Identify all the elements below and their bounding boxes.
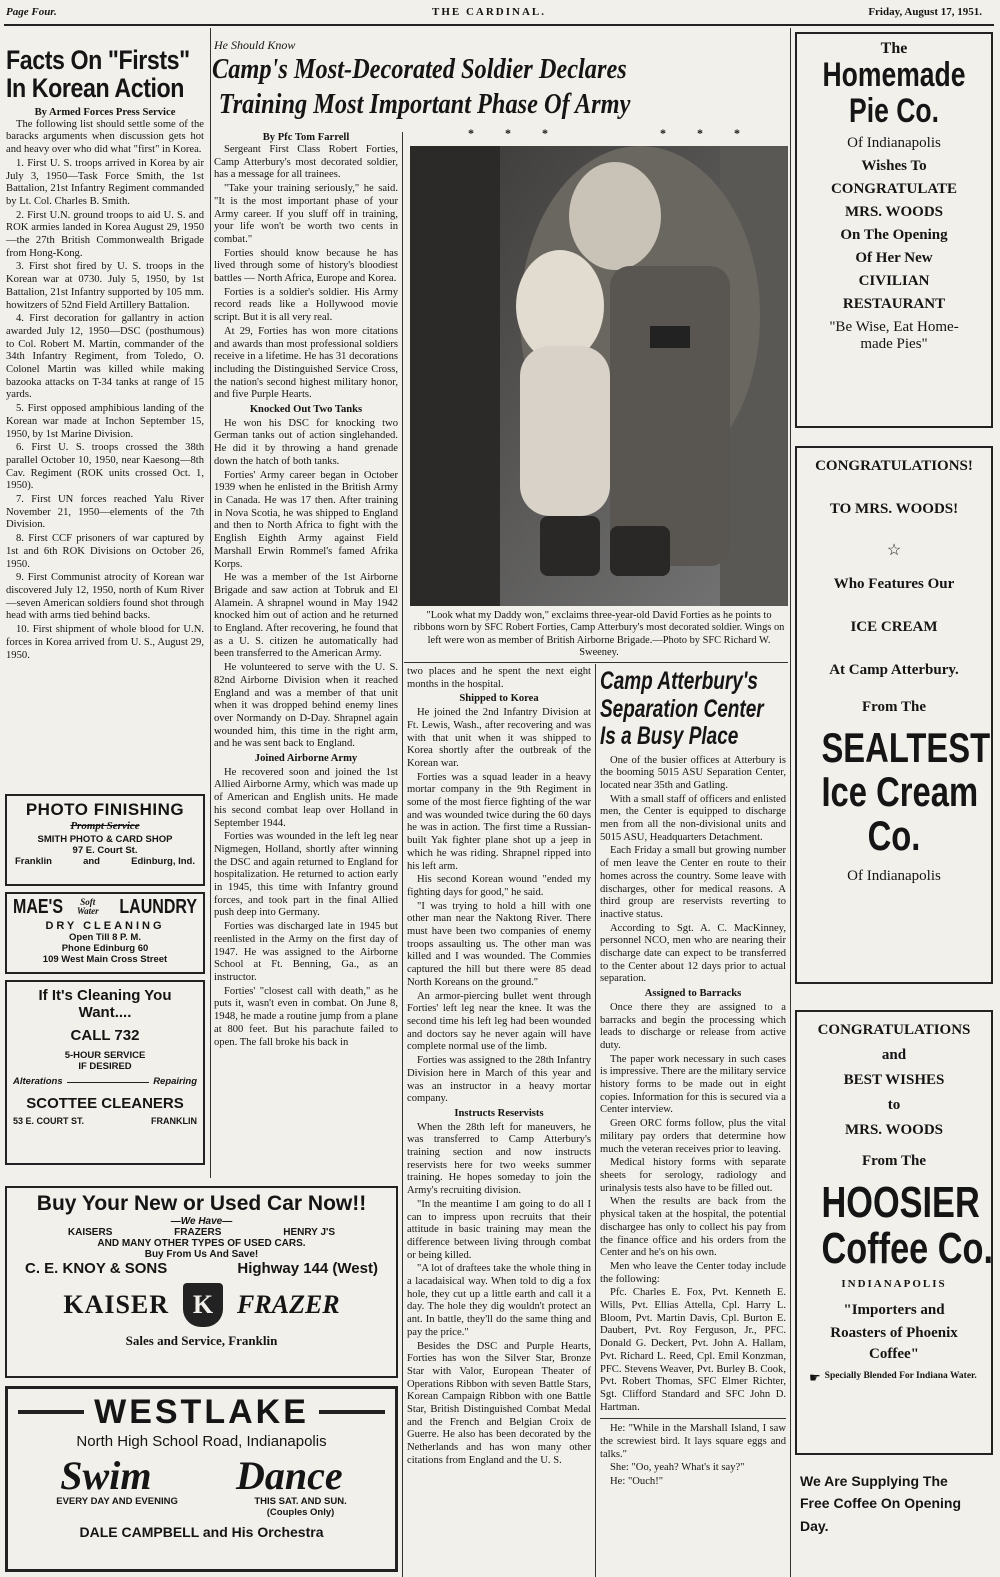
- cleaners-ad: [5, 980, 205, 1165]
- photo-ad-service: Prompt Service: [70, 820, 140, 832]
- pie-ad-l12: "Be Wise, Eat Home-: [829, 319, 959, 336]
- cleaners-ad-line4: 5-HOUR SERVICE: [64, 1050, 146, 1061]
- article-paragraph: He was a member of the 1st Airborne Brigade and saw action at Tobruk and El Alamein. A shrapnel wound in May 1942 knocked him out of action and he returned to England. After recovering, he found that as a U. S. citizen he automatically had been transferred to the American Army.: [214, 572, 398, 660]
- article-paragraph: Forties was assigned to the 28th Infantry Division here in March of this year and was an instructor in a heavy mortar company.: [407, 1055, 591, 1105]
- car-ad-sales: Sales and Service, Franklin: [125, 1333, 278, 1348]
- page-number: Page Four.: [6, 6, 57, 18]
- article-paragraph: At 29, Forties has won more citations and awards than most professional soldiers receive in a lifetime. He has 31 decorations including the Distinguished Service Cross, the nation's second highest military honor, and five Purple Hearts.: [214, 325, 398, 401]
- photo-finishing-ad: [5, 794, 205, 886]
- article-paragraph: Forties was discharged late in 1945 but reenlisted in the Army on the first day of 1947. He was assigned to the Airborne School at Ft. Benning, Ga., as an instructor.: [214, 921, 398, 983]
- joke: [600, 1423, 786, 1489]
- sealtest-ad-l9: Co.: [867, 812, 921, 860]
- car-ad-wehave: —We Have—: [170, 1216, 233, 1227]
- fact-item: 7. First UN forces reached Yalu River November 21, 1950—elements of the 7th Division.: [6, 494, 204, 531]
- sealtest-ad-l6: From The: [861, 699, 927, 715]
- article-paragraph: He volunteered to serve with the U. S. 82nd Airborne Division when it reached England and was a member of that unit when it was dropped behind enemy lines over Normandy on D-Day. Shrapnel again wounded him, this time in the right arm, and he was sent back to England.: [214, 662, 398, 750]
- cleaners-ad-address: 53 E. COURT ST. FRANKLIN: [13, 1116, 197, 1126]
- photo-ad-shop: SMITH PHOTO & CARD SHOP: [37, 834, 173, 845]
- joke-line-2: She: "Oo, yeah? What's it say?": [610, 1462, 745, 1474]
- article-paragraph: "In the meantime I am going to do all I can to impress upon recruits that their attitude in basic training may mean the difference between living through combat or being killed.: [407, 1198, 591, 1261]
- hoosier-ad-l9: INDIANAPOLIS: [841, 1278, 947, 1291]
- pie-ad-l5: Wishes To: [861, 158, 927, 175]
- fact-item: 6. First U. S. troops crossed the 38th parallel October 10, 1950, near Kaesong—8th Cav. Regiment (ROK units crossed Oct. 1, 1950).: [6, 442, 204, 492]
- facts-article: [6, 46, 204, 663]
- pie-ad-l9: Of Her New: [855, 250, 933, 267]
- main-headline: Camp's Most-Decorated Soldier Declares Training Most Important Phase Of Army: [212, 53, 631, 120]
- article-subhead: Joined Airborne Army: [254, 753, 358, 765]
- sealtest-ad-l1: CONGRATULATIONS!: [815, 458, 973, 474]
- pie-ad-l2: Homemade: [822, 56, 966, 94]
- separation-headline: Camp Atterbury's Separation Center Is a Busy Place: [600, 667, 764, 750]
- article-paragraph: He recovered soon and joined the 1st Allied Airborne Army, which was made up of American and English units. He made his second combat leap over Holland in September 1944.: [214, 766, 398, 829]
- article-paragraph: Besides the DSC and Purple Hearts, Forties has won the Silver Star, Bronze Star with Valor, European Theater of Operations Ribbon with seven Battle Stars, Korean Campaign Ribbon with one Battle Star, British Distinguished Combat Medal and the French and Belgian Croix de Guerre. He also has been decorated by the Netherlands and has won many other citations from England and the U. S.: [407, 1340, 591, 1466]
- soldier-and-son-photo-image: [410, 146, 788, 606]
- article-paragraph: When the 28th left for maneuvers, he was transferred to Camp Atterbury's training section and now instructs reservists here for two weeks summer training. He hopes someday to join the Army's recruiting division.: [407, 1121, 591, 1197]
- article-paragraph: Medical history forms with separate sheets for serology, radiology and urinalysis tests also have to be filled out.: [600, 1157, 786, 1194]
- cleaners-ad-line5: IF DESIRED: [78, 1061, 132, 1072]
- fact-item: 2. First U.N. ground troops to aid U. S. and ROK armies landed in Korea August 29, 1950—the 27th British Commonwealth Brigade from Hong-Kong.: [6, 209, 204, 259]
- article-subhead: Shipped to Korea: [459, 693, 539, 705]
- hoosier-ad-l3: BEST WISHES: [843, 1072, 945, 1088]
- article-paragraph: An armor-piercing bullet went through Forties' left leg near the knee. It was the second time his left leg had been wounded and doctors say he never again will have complete normal use of the limb.: [407, 990, 591, 1053]
- fact-item: 3. First shot fired by U. S. troops in the Korean war at 0730. July 5, 1950, by 1st Battalion, 21st Infantry supported by 105 mm. howitzers of 52nd Field Artillery Battalion.: [6, 261, 204, 311]
- headline-stars-right: * * *: [660, 126, 754, 140]
- hoosier-ad-l7: HOOSIER: [821, 1178, 980, 1227]
- pie-ad-l8: On The Opening: [840, 227, 948, 244]
- sealtest-ad-l7: SEALTEST: [821, 724, 991, 771]
- westlake-ad: [5, 1386, 398, 1572]
- hoosier-ad-l1: CONGRATULATIONS: [817, 1022, 971, 1038]
- facts-headline: Facts On "Firsts" In Korean Action: [6, 45, 190, 104]
- article-paragraph: He joined the 2nd Infantry Division at Ft. Lewis, Wash., after recovering and was with that unit when it was shipped to Korea shortly after the outbreak of the Korean war.: [407, 707, 591, 769]
- article-subhead: Instructs Reservists: [454, 1107, 544, 1119]
- hoosier-ad-l2: and: [881, 1047, 907, 1063]
- article-paragraph: two places and he spent the next eight months in the hospital.: [407, 666, 591, 690]
- main-article-col1: [214, 132, 398, 1050]
- photo-ad-street: 97 E. Court St.: [72, 845, 138, 856]
- fact-item: 1. First U. S. troops arrived in Korea by air July 3, 1950—Task Force Smith, the 1st Battalion, 21st Infantry Regiment commanded by Lt. Col. Charles B. Smith.: [6, 157, 204, 207]
- pie-company-ad: [795, 32, 993, 428]
- article-paragraph: With a small staff of officers and enlisted men, the Center is equipped to discharge men from all the non-divisional units and 5015 ASU, Headquarters Detachment.: [600, 793, 786, 843]
- free-coffee-notice: [800, 1470, 992, 1537]
- main-kicker: He Should Know: [214, 38, 296, 52]
- laundry-ad-line2: Open Till 8 P. M.: [69, 932, 141, 943]
- fact-item: 4. First decoration for gallantry in action awarded July 12, 1950—DSC (posthumous) to Col. Robert M. Martin, commander of the 34th Infantry Regiment, from Toledo, O. Colonel Martin was killed while making bazooka attacks on T-34 tanks at range of 15 yards.: [6, 313, 204, 401]
- hoosier-ad-l12: Coffee": [869, 1346, 919, 1363]
- westlake-ad-road: North High School Road, Indianapolis: [76, 1433, 327, 1450]
- car-ad-buy: Buy From Us And Save!: [144, 1249, 259, 1260]
- laundry-ad-name: MAE'S Soft Water LAUNDRY: [13, 896, 197, 918]
- article-paragraph: His second Korean wound "ended my fighting days for good," he said.: [407, 874, 591, 898]
- cleaners-ad-call: CALL 732: [70, 1027, 140, 1044]
- sealtest-ad-l4: ICE CREAM: [850, 619, 938, 635]
- article-paragraph: Sergeant First Class Robert Forties, Camp Atterbury's most decorated soldier, has a message for all trainees.: [214, 144, 398, 181]
- westlake-ad-activities: Swim Dance: [60, 1453, 343, 1498]
- westlake-ad-band: DALE CAMPBELL and His Orchestra: [79, 1524, 324, 1540]
- article-paragraph: Forties was a squad leader in a heavy mortar company in the 9th Regiment in some of the most fierce fighting of the war and was wounded twice during the 60 days he was in action. The first time a Russian-built Yak fighter plane shot up a jeep in which he was riding. Shrapnel ripped into his left arm.: [407, 771, 591, 872]
- fact-item: 8. First CCF prisoners of war captured by 1st and 6th ROK Divisions on October 26, 1950.: [6, 533, 204, 570]
- article-paragraph: According to Sgt. A. C. MacKinney, personnel NCO, men who are nearing their discharge date can expect to be transferred to the Center about 12 days prior to actual separation.: [600, 922, 786, 985]
- cleaners-ad-line2: Want....: [78, 1004, 132, 1021]
- fact-item: 9. First Communist atrocity of Korean war discovered July 12, 1950, north of Kum River—seven American soldiers found shot through head with arms tied behind backs.: [6, 572, 204, 622]
- article-paragraph: "Take your training seriously," he said. "It is the most important phase of your Army career. If you sluff off in training, your life won't be worth two cents in combat.": [214, 183, 398, 245]
- westlake-ad-name-row: [18, 1395, 385, 1429]
- pie-ad-l7: MRS. WOODS: [844, 204, 944, 221]
- article-subhead: Knocked Out Two Tanks: [249, 404, 363, 416]
- sealtest-ad-l8: Ice Cream: [821, 768, 979, 816]
- joke-line-3: He: "Ouch!": [610, 1476, 664, 1488]
- pie-ad-l11: RESTAURANT: [842, 296, 946, 313]
- car-ad-logo-row: [17, 1283, 386, 1327]
- issue-date: Friday, August 17, 1951.: [868, 6, 982, 18]
- fact-item: 10. First shipment of whole blood for U.N. forces in Korea arrived from U. S., August 29, 1950.: [6, 624, 204, 661]
- frazer-wordmark: FRAZER: [237, 1290, 340, 1319]
- hoosier-ad-l4: to: [887, 1097, 901, 1113]
- hoosier-coffee-ad: [795, 1010, 993, 1455]
- photo-ad-cities: Franklin and Edinburg, Ind.: [15, 856, 195, 867]
- sealtest-ad-l10: Of Indianapolis: [847, 868, 941, 885]
- article-paragraph: One of the busier offices at Atterbury is the booming 5015 ASU Separation Center, located near 35th and Gatling.: [600, 754, 786, 791]
- laundry-ad: [5, 892, 205, 974]
- car-ad-title: Buy Your New or Used Car Now!!: [36, 1192, 367, 1215]
- car-ad-makes: KAISERS FRAZERS HENRY J'S: [67, 1227, 336, 1238]
- article-paragraph: Forties is a soldier's soldier. His Army record reads like a Hollywood movie script. But it is all very real.: [214, 286, 398, 324]
- article-paragraph: "I was trying to hold a hill with one other man near the Naktong River. There must have been two companies of enemy troops assaulting us. The other man was killed and I was wounded. The Commies captured the hill but there were 85 dead North Koreans on the ground.": [407, 900, 591, 988]
- article-paragraph: "A lot of draftees take the whole thing in a lacadaisical way. When told to dig a fox hole, they cut up a little earth and call it a day. The hole they dig wouldn't protect an ant. In battle, they'll do the same thing and pay the price.": [407, 1263, 591, 1338]
- article-paragraph: The paper work necessary in such cases is impressive. There are the military service history forms to be made out in eight copies. Information for this is secured via a Center interview.: [600, 1053, 786, 1116]
- star-icon: ☆: [886, 542, 902, 559]
- main-byline: By Pfc Tom Farrell: [262, 132, 350, 143]
- article-paragraph: He won his DSC for knocking two German tanks out of action singlehanded. He did it by throwing a hand grenade down the hatch of both tanks.: [214, 417, 398, 467]
- sealtest-ad: [795, 446, 993, 984]
- cleaners-ad-name: SCOTTEE CLEANERS: [26, 1095, 184, 1112]
- article-paragraph: When the results are back from the physical taken at the hospital, the potential dischargee has only to collect his pay from the finance office and his orders from the Center and he's on his own.: [600, 1196, 786, 1259]
- laundry-ad-line4: 109 West Main Cross Street: [42, 954, 168, 965]
- cleaners-ad-line1: If It's Cleaning You: [38, 987, 172, 1004]
- hoosier-ad-l11: Roasters of Phoenix: [830, 1325, 958, 1342]
- soldier-photo: [410, 146, 788, 606]
- westlake-ad-name: WESTLAKE: [94, 1393, 309, 1431]
- pie-ad-l3: Pie Co.: [849, 91, 939, 130]
- pie-ad-l1: The: [880, 40, 908, 57]
- article-paragraph: Forties' Army career began in October 1939 when he enlisted in the British Army in Canada. He was 17 then. After training in Nova Scotia, he was shipped to England and then to North Africa to fight with the English Eighth Army against Field Marshall Erwin Rommel's famed Afrika Korps.: [214, 469, 398, 570]
- hoosier-ad-blend: ☛ Specially Blended For Indiana Water.: [809, 1370, 977, 1386]
- sealtest-ad-l2: TO MRS. WOODS!: [829, 501, 959, 517]
- article-paragraph: Pfc. Charles E. Fox, Pvt. Kenneth E. Wills, Pvt. Ellias Attella, Cpl. Harry L. Bloom, Pvt. Martin Davis, Cpl. Burton E. Daubert, Pvt. Roy Ferguson, Jr., PFC. Donald G. Deckert, Pvt. John A. Hallam, Pvt. Richard L. Reed, Cpl. Emil Konzman, PFC. Stevens Weaver, Pvt. Burley B. Cook, Pvt. Robert Thomas, SFC Elmer Richter, Sgt. Clifford Standard and SFC John D. Hartman.: [600, 1287, 786, 1413]
- car-dealer-ad: [5, 1186, 398, 1378]
- hoosier-ad-l10: "Importers and: [843, 1302, 945, 1319]
- westlake-ad-times: EVERY DAY AND EVENING THIS SAT. AND SUN. (Couples Only): [56, 1496, 347, 1518]
- main-article-col2: [407, 666, 591, 1469]
- article-paragraph: Once there they are assigned to a barracks and begin the processing which leads to discharge or release from active duty.: [600, 1001, 786, 1051]
- joke-line-1: He: "While in the Marshall Island, I saw the screwiest bird. It lays square eggs and talks.": [600, 1423, 786, 1460]
- facts-intro: The following list should settle some of the baracks arguments when discussion gets hot and heavy over who did what "first" in Korea.: [6, 118, 204, 156]
- article-paragraph: Forties was wounded in the left leg near Nigmegen, Holland, shortly after winning the DSC and again returned to England for hospitalization. He returned to action early in 1945, this time with Infantry ground forces, and took part in the final Allied push deep into Germany.: [214, 831, 398, 919]
- pie-ad-l10: CIVILIAN: [858, 273, 930, 290]
- facts-byline: By Armed Forces Press Service: [34, 106, 176, 118]
- hoosier-ad-l5: MRS. WOODS: [844, 1122, 944, 1138]
- hoosier-ad-l6: From The: [861, 1153, 927, 1169]
- article-subhead: Assigned to Barracks: [644, 988, 742, 1000]
- hoosier-ad-l8: Coffee Co.: [821, 1224, 994, 1274]
- laundry-ad-line3: Phone Edinburg 60: [61, 943, 149, 954]
- car-ad-dealer-line: C. E. KNOY & SONS Highway 144 (West): [25, 1260, 378, 1277]
- facts-body: [6, 119, 204, 663]
- newspaper-name: THE CARDINAL.: [432, 6, 547, 18]
- article-paragraph: Men who leave the Center today include the following:: [600, 1260, 786, 1285]
- article-paragraph: Forties should know because he has lived through some of history's bloodiest battles — North Africa, Europe and Korea.: [214, 247, 398, 285]
- free-coffee-l3: Day.: [800, 1517, 829, 1534]
- kaiser-frazer-emblem-icon: K: [183, 1283, 223, 1327]
- free-coffee-l2: Free Coffee On Opening: [800, 1495, 962, 1512]
- photo-ad-title: PHOTO FINISHING: [25, 800, 185, 819]
- photo-caption: "Look what my Daddy won," exclaims three-year-old David Forties as he points to ribbons worn by SFC Robert Forties, Camp Atterbury's most decorated soldier. Wings on left were won as member of British Airborne Brigade.—Photo by SFC Richard W. Sweeney.: [413, 610, 785, 659]
- separation-center-article: [600, 668, 786, 1490]
- sealtest-ad-l3: Who Features Our: [833, 576, 955, 592]
- pie-ad-l6: CONGRATULATE: [830, 181, 958, 198]
- article-paragraph: Each Friday a small but growing number of men leave the Center en route to their homes across the country. Some leave with discharges, other for medical reasons. A third group are reservists reverting to inactive status.: [600, 845, 786, 920]
- laundry-ad-line1: DRY CLEANING: [45, 920, 165, 932]
- article-paragraph: Forties' "closest call with death," as he puts it, wasn't even in combat. On June 8, 1948, he made a routine jump from a plane at 800 feet. But his parachute failed to open. The fall broke his back in: [214, 985, 398, 1048]
- pie-ad-l4: Of Indianapolis: [847, 135, 941, 152]
- kaiser-wordmark: KAISER: [63, 1290, 170, 1319]
- pie-ad-l13: made Pies": [860, 336, 928, 353]
- cleaners-ad-services: Alterations Repairing: [13, 1076, 197, 1087]
- headline-stars-left: * * *: [468, 126, 562, 140]
- fact-item: 5. First opposed amphibious landing of the Korean war made at Inchon September 15, 1950, by 1st Marine Division.: [6, 403, 204, 440]
- free-coffee-l1: We Are Supplying The: [800, 1473, 948, 1489]
- car-ad-many: AND MANY OTHER TYPES OF USED CARS.: [97, 1238, 306, 1249]
- sealtest-ad-l5: At Camp Atterbury.: [829, 662, 959, 678]
- article-paragraph: Green ORC forms follow, plus the vital military pay orders that determine how much the veteran receives prior to leaving.: [600, 1118, 786, 1155]
- pointing-hand-icon: ☛: [809, 1370, 821, 1386]
